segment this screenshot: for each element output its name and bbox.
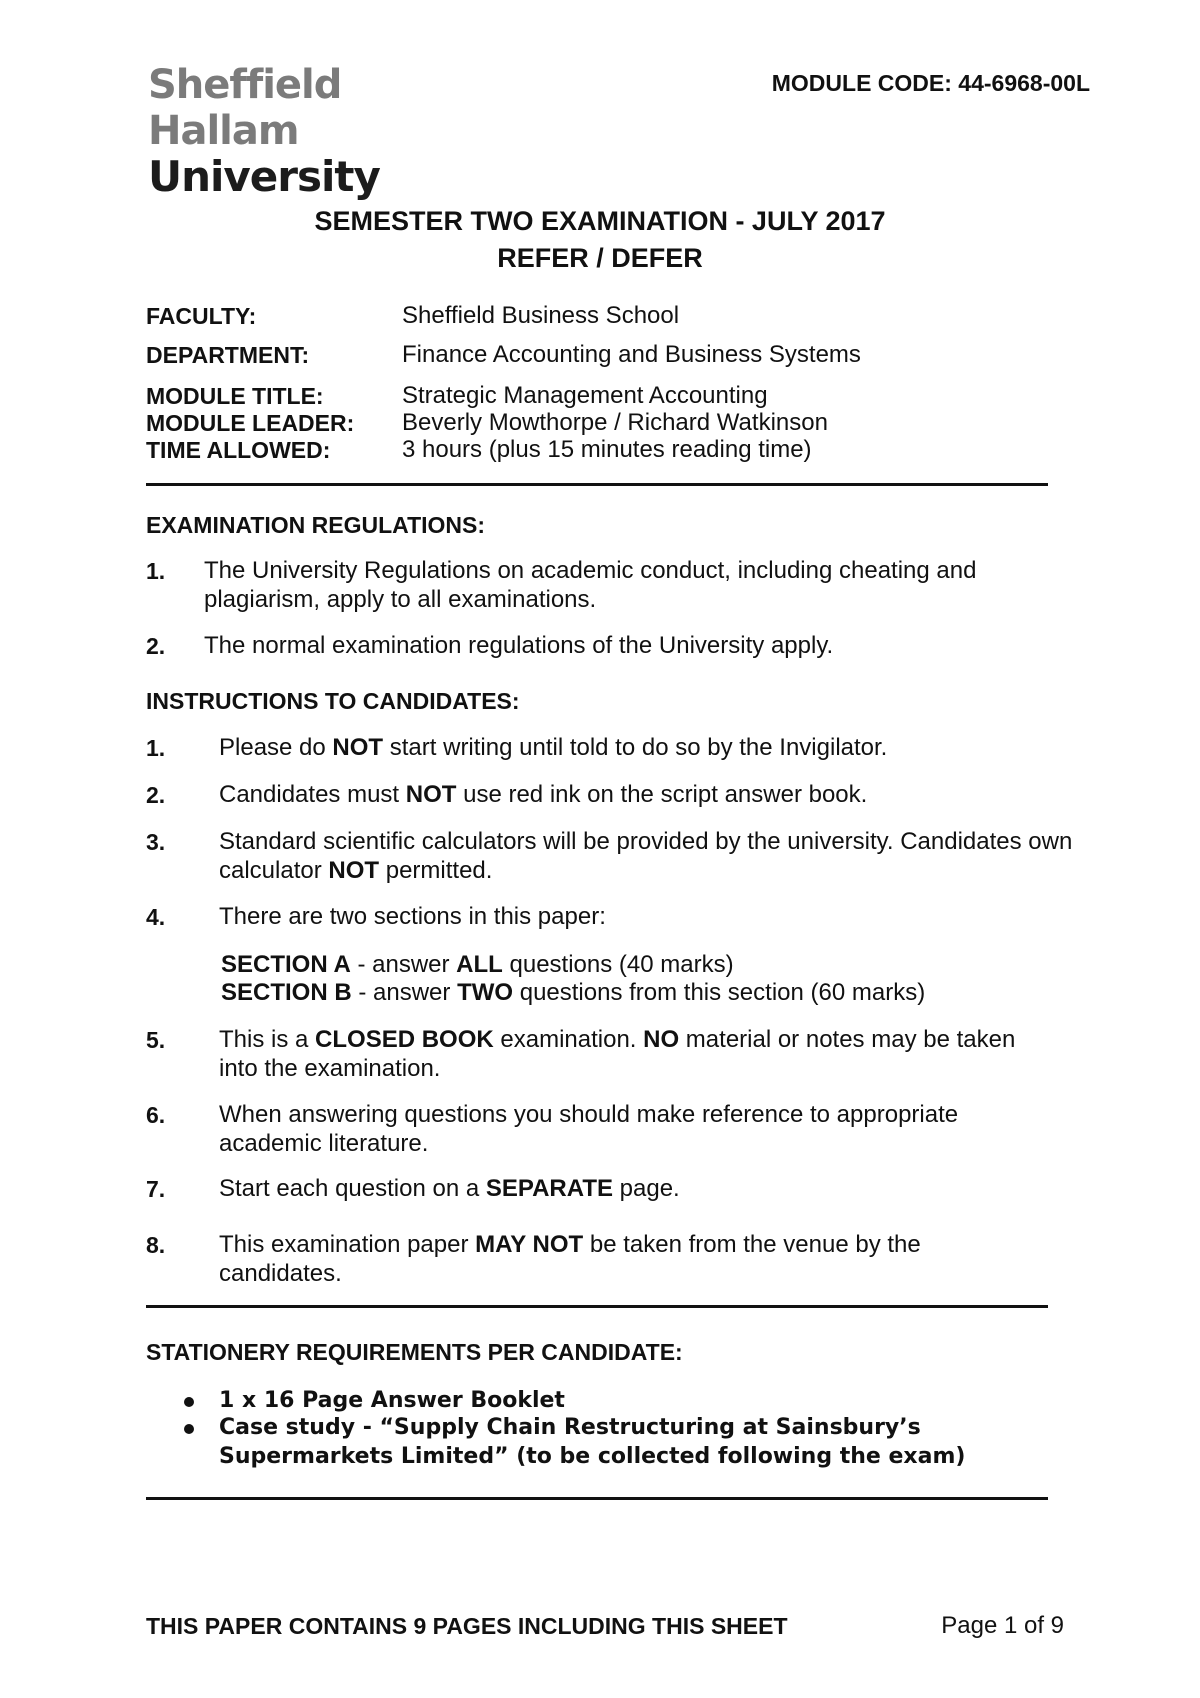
instruction-text: This is a CLOSED BOOK examination. NO material or notes may be taken into the examination. <box>219 1026 1016 1082</box>
regulation-number: 1. <box>146 558 166 584</box>
regulation-text: The normal examination regulations of the University apply. <box>204 632 834 659</box>
stationery-item: 1 x 16 Page Answer Booklet <box>219 1388 565 1413</box>
faculty-label: FACULTY: <box>146 303 257 329</box>
instruction-number: 7. <box>146 1176 166 1202</box>
instruction-number: 4. <box>146 904 166 930</box>
regulations-heading: EXAMINATION REGULATIONS: <box>146 512 486 538</box>
divider-rule <box>146 1305 1048 1308</box>
university-logo <box>148 62 380 200</box>
instruction-text: There are two sections in this paper: <box>219 903 606 930</box>
instruction-text: Start each question on a SEPARATE page. <box>219 1175 680 1202</box>
instruction-text: This examination paper MAY NOT be taken from the venue by the candidates. <box>219 1231 921 1287</box>
time-allowed-label: TIME ALLOWED: <box>146 437 331 463</box>
page-count-note: THIS PAPER CONTAINS 9 PAGES INCLUDING THIS SHEET <box>146 1613 788 1639</box>
exam-subtitle: REFER / DEFER <box>497 243 703 273</box>
instruction-number: 2. <box>146 782 166 808</box>
faculty-value: Sheffield Business School <box>402 302 680 329</box>
instruction-number: 3. <box>146 829 166 855</box>
instruction-text: When answering questions you should make reference to appropriate academic literature. <box>219 1101 959 1157</box>
logo-line-1: Sheffield <box>148 62 342 108</box>
bullet-icon <box>184 1397 194 1407</box>
time-allowed-value: 3 hours (plus 15 minutes reading time) <box>402 436 812 463</box>
divider-rule <box>146 1497 1048 1500</box>
instruction-text: Standard scientific calculators will be provided by the university. Candidates own calculator NOT permitted. <box>219 828 1073 884</box>
stationery-item: Case study - “Supply Chain Restructuring at Sainsbury’s Supermarkets Limited” (to be collected following the exam) <box>219 1415 966 1469</box>
module-leader-value: Beverly Mowthorpe / Richard Watkinson <box>402 409 828 436</box>
bullet-icon <box>184 1424 194 1434</box>
department-value: Finance Accounting and Business Systems <box>402 341 861 368</box>
instruction-number: 5. <box>146 1027 166 1053</box>
logo-line-3: University <box>148 152 380 201</box>
instruction-number: 6. <box>146 1102 166 1128</box>
regulation-text: The University Regulations on academic conduct, including cheating and plagiarism, apply to all examinations. <box>204 557 977 613</box>
stationery-heading: STATIONERY REQUIREMENTS PER CANDIDATE: <box>146 1339 683 1365</box>
module-title-value: Strategic Management Accounting <box>402 382 768 409</box>
module-code: MODULE CODE: 44-6968-00L <box>771 70 1090 96</box>
instruction-number: 8. <box>146 1232 166 1258</box>
section-a-line: SECTION A - answer ALL questions (40 marks) <box>221 951 734 978</box>
module-title-label: MODULE TITLE: <box>146 383 324 409</box>
divider-rule <box>146 483 1048 486</box>
regulation-number: 2. <box>146 633 166 659</box>
instruction-text: Please do NOT start writing until told to do so by the Invigilator. <box>219 734 888 761</box>
module-leader-label: MODULE LEADER: <box>146 410 355 436</box>
page-number: Page 1 of 9 <box>941 1612 1064 1639</box>
instruction-text: Candidates must NOT use red ink on the script answer book. <box>219 781 868 808</box>
logo-line-2: Hallam <box>148 108 299 154</box>
instruction-number: 1. <box>146 735 166 761</box>
department-label: DEPARTMENT: <box>146 342 310 368</box>
exam-title: SEMESTER TWO EXAMINATION - JULY 2017 <box>314 206 886 236</box>
instructions-heading: INSTRUCTIONS TO CANDIDATES: <box>146 688 520 714</box>
section-b-line: SECTION B - answer TWO questions from this section (60 marks) <box>221 979 926 1006</box>
